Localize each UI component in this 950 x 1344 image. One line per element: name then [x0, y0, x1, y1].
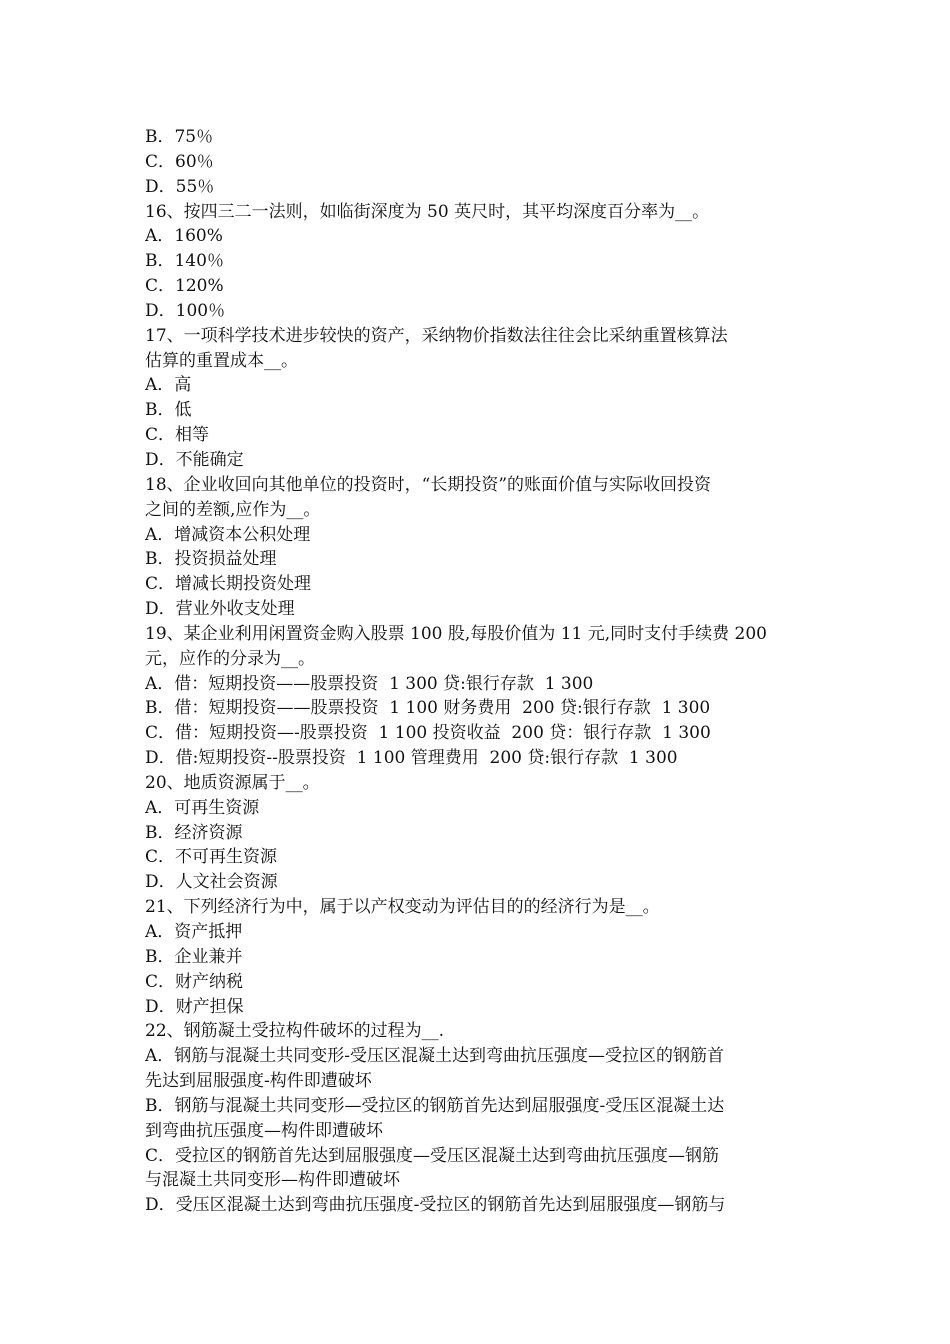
document-page: [145, 125, 815, 1218]
document-line: A．可再生资源: [145, 797, 260, 818]
document-line: D．不能确定: [145, 449, 244, 470]
document-line: A．钢筋与混凝土共同变形-受压区混凝土达到弯曲抗压强度—受拉区的钢筋首: [145, 1046, 725, 1067]
document-line: 17、一项科学技术进步较快的资产，采纳物价指数法往往会比采纳重置核算法: [145, 325, 728, 346]
document-line: 先达到屈服强度-构件即遭破坏: [145, 1071, 372, 1092]
document-line: C．增减长期投资处理: [145, 574, 312, 595]
document-line: 20、地质资源属于__。: [145, 772, 320, 793]
document-line: C．受拉区的钢筋首先达到屈服强度—受压区混凝土达到弯曲抗压强度—钢筋: [145, 1145, 720, 1166]
document-line: B．借：短期投资——股票投资 1 100 财务费用 200 贷:银行存款 1 300: [145, 698, 711, 719]
document-line: A．资产抵押: [145, 922, 243, 942]
document-line: 22、钢筋凝土受拉构件破坏的过程为__.: [145, 1021, 445, 1042]
document-line: 与混凝土共同变形—构件即遭破坏: [145, 1170, 400, 1191]
document-line: D．受压区混凝土达到弯曲抗压强度-受拉区的钢筋首先达到屈服强度—钢筋与: [145, 1195, 726, 1216]
document-line: D．55％: [145, 176, 215, 197]
document-line: A．160%: [145, 226, 223, 247]
document-line: 之间的差额,应作为__。: [145, 499, 321, 520]
document-line: D．营业外收支处理: [145, 599, 295, 620]
document-line: B．140％: [145, 251, 224, 272]
document-line: C．财产纳税: [145, 971, 244, 992]
document-line: 18、企业收回向其他单位的投资时，“长期投资”的账面价值与实际收回投资: [145, 474, 712, 495]
document-line: D．财产担保: [145, 996, 244, 1017]
document-line: C．60％: [145, 151, 214, 172]
document-line: C．不可再生资源: [145, 847, 278, 868]
document-line: B．企业兼并: [145, 946, 243, 967]
document-line: D．借:短期投资--股票投资 1 100 管理费用 200 贷:银行存款 1 300: [145, 748, 678, 769]
document-line: 21、下列经济行为中，属于以产权变动为评估目的的经济行为是__。: [145, 897, 660, 918]
document-line: B．钢筋与混凝土共同变形—受拉区的钢筋首先达到屈服强度-受压区混凝土达: [145, 1095, 725, 1116]
document-line: 到弯曲抗压强度—构件即遭破坏: [145, 1120, 383, 1141]
document-line: C．相等: [145, 425, 210, 446]
document-line: D．100％: [145, 300, 226, 321]
document-line: B．75％: [145, 127, 214, 147]
document-line: 估算的重置成本__。: [145, 350, 298, 371]
document-line: D．人文社会资源: [145, 872, 278, 893]
document-line: A．增减资本公积处理: [145, 524, 311, 545]
document-line: 19、某企业利用闲置资金购入股票 100 股,每股价值为 11 元,同时支付手续费 200: [145, 623, 767, 644]
document-line: B．低: [145, 400, 192, 421]
document-line: B．投资损益处理: [145, 549, 277, 570]
document-line: 16、按四三二一法则，如临街深度为 50 英尺时，其平均深度百分率为__。: [145, 201, 710, 222]
document-line: 元，应作的分录为__。: [145, 648, 315, 669]
document-line: C．120%: [145, 276, 224, 297]
document-line: A．借：短期投资——股票投资 1 300 贷:银行存款 1 300: [145, 673, 594, 694]
document-line: A．高: [145, 375, 192, 396]
document-line: B．经济资源: [145, 822, 243, 843]
document-line: C．借：短期投资—-股票投资 1 100 投资收益 200 贷：银行存款 1 300: [145, 723, 711, 744]
